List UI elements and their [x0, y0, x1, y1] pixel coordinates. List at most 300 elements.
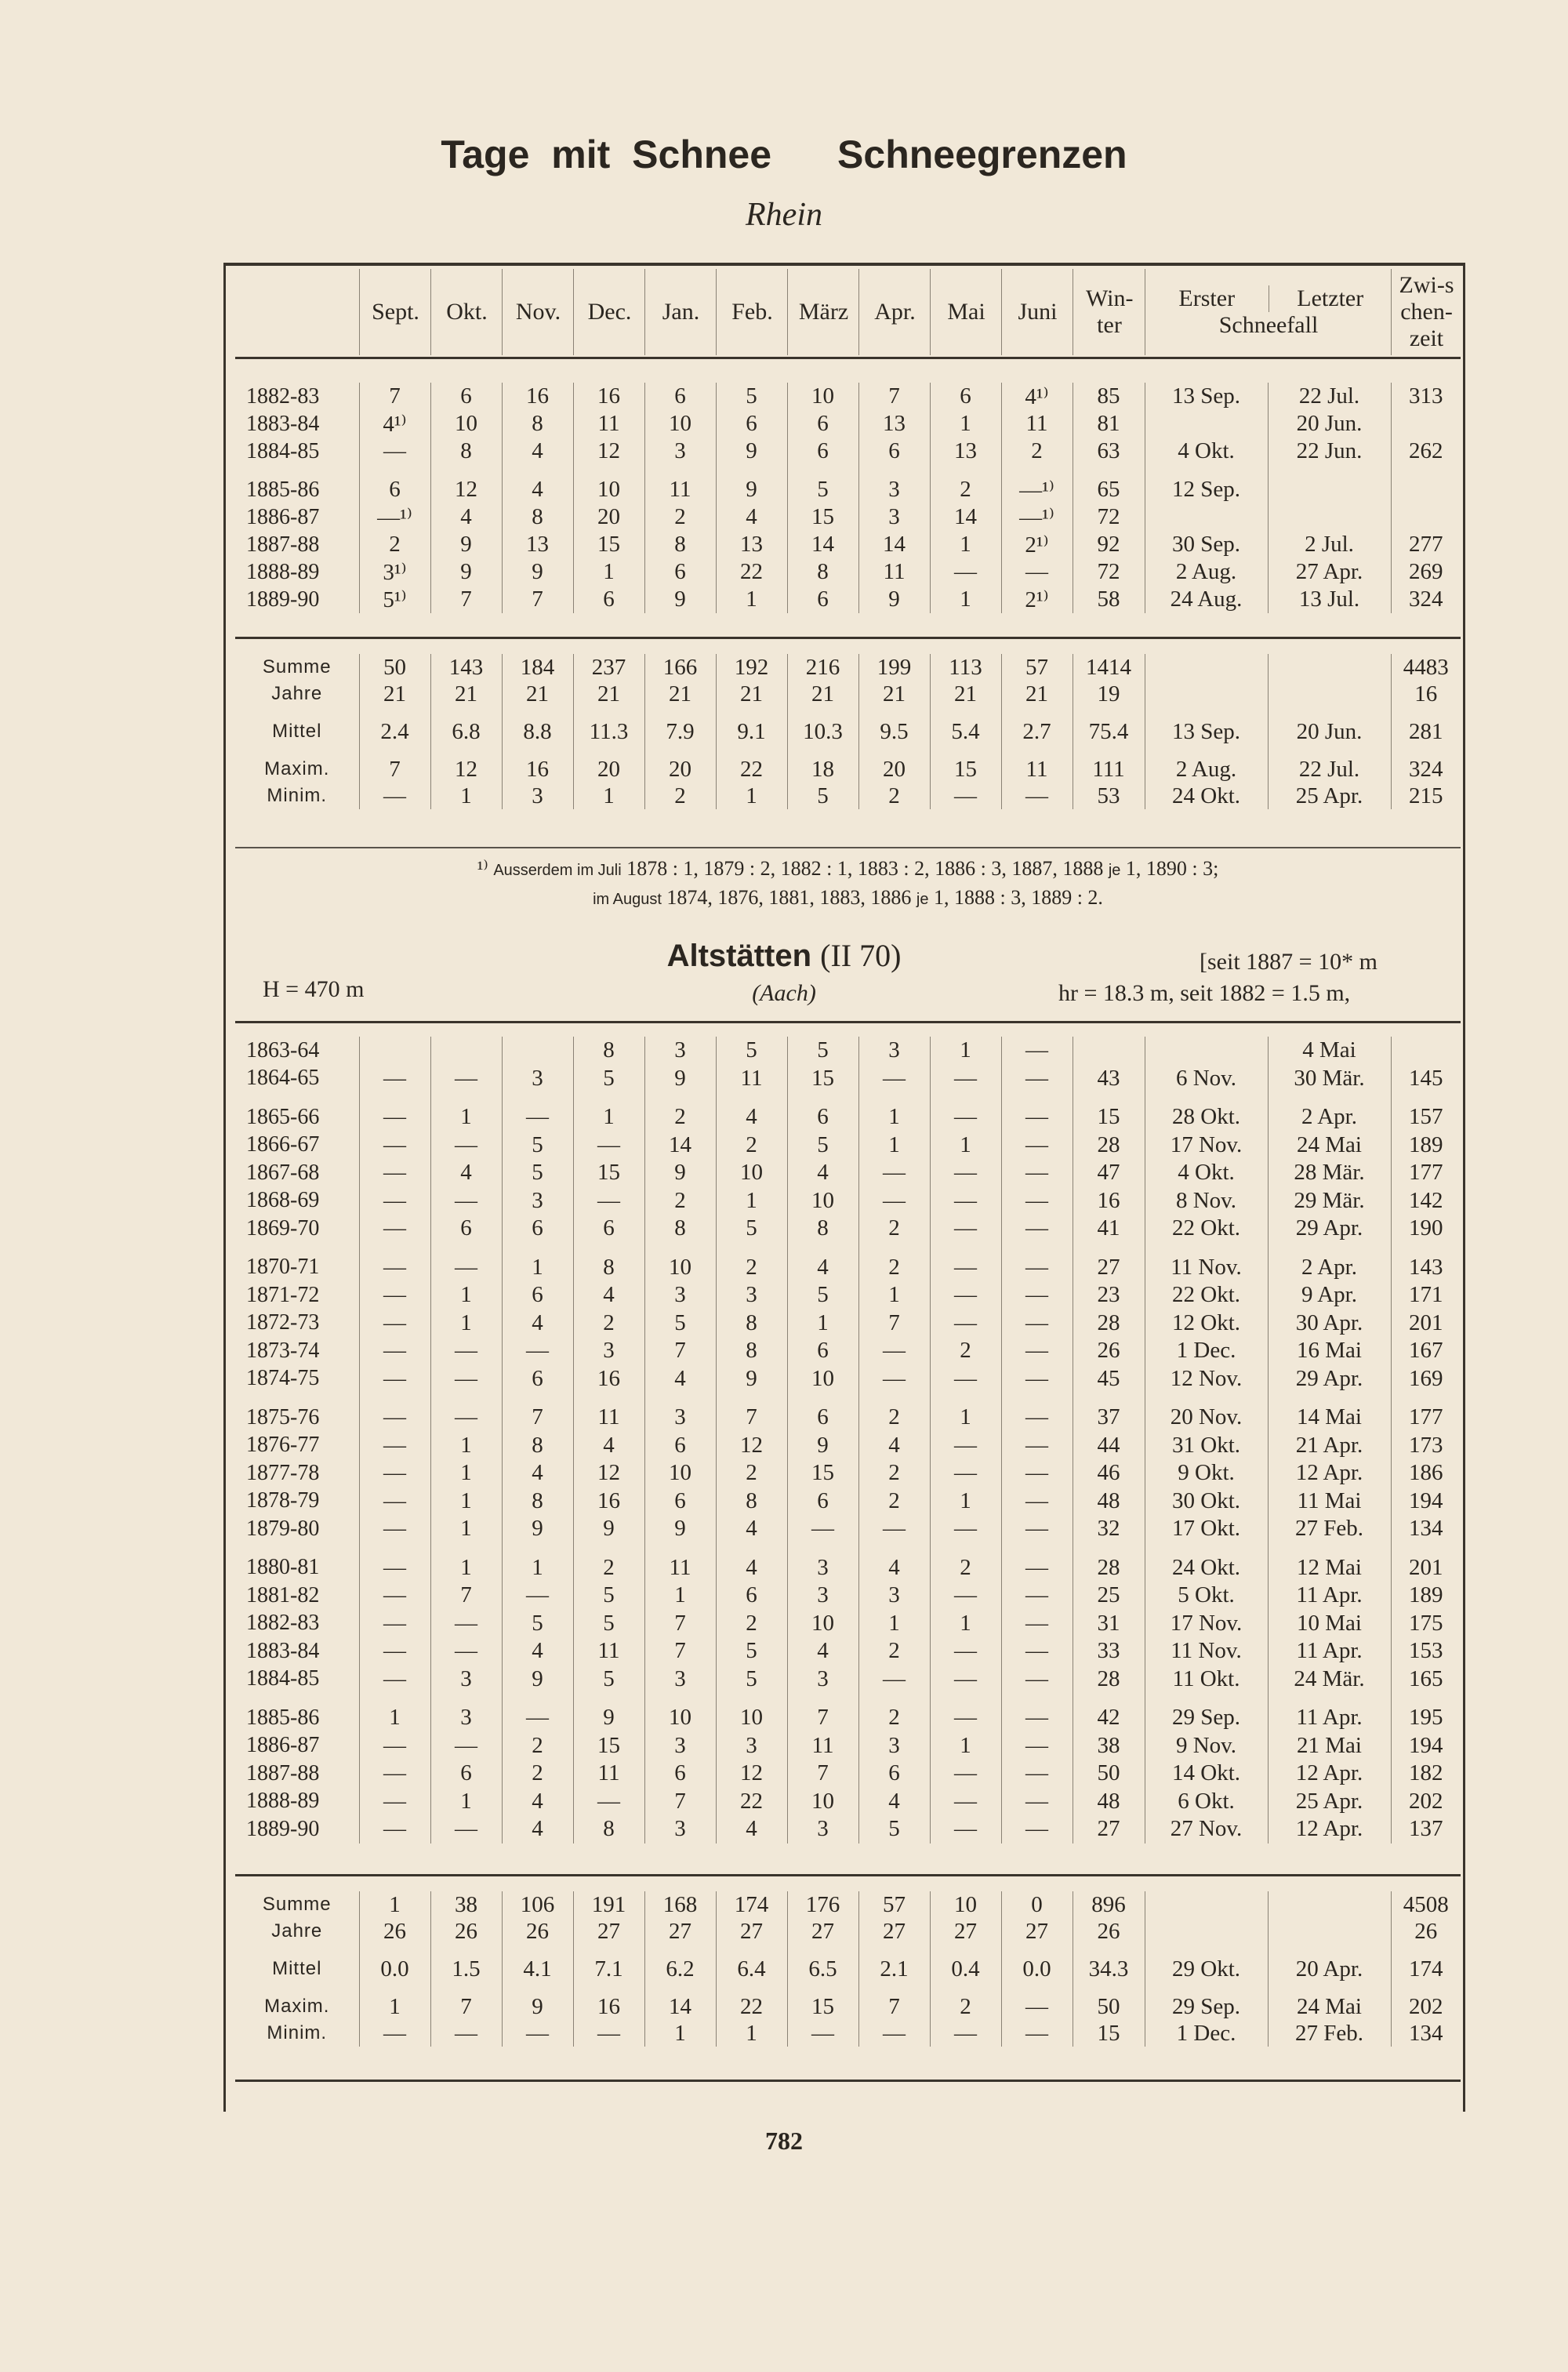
- value-cell: [1073, 1037, 1145, 1065]
- value-cell: 6.8: [430, 718, 502, 745]
- value-cell: 6: [644, 558, 716, 586]
- value-cell: 1: [930, 1732, 1001, 1760]
- value-cell: —: [1001, 1815, 1073, 1843]
- table-row: [235, 1515, 1461, 1543]
- value-cell: 3: [502, 783, 573, 809]
- year-cell: 1867-68: [246, 1160, 320, 1185]
- value-cell: 153: [1391, 1637, 1461, 1665]
- value-cell: —: [502, 2020, 573, 2047]
- value-cell: 6: [787, 586, 858, 613]
- value-cell: 10: [644, 1459, 716, 1487]
- value-cell: 5: [716, 1637, 787, 1665]
- value-cell: 81: [1073, 410, 1145, 438]
- value-cell: 45: [1073, 1365, 1145, 1393]
- column-headers: [235, 269, 1461, 355]
- value-cell: 1: [430, 1310, 502, 1338]
- value-cell: 12: [716, 1432, 787, 1460]
- value-cell: 6: [573, 1215, 644, 1243]
- value-cell: 27: [644, 1918, 716, 1945]
- value-cell: 10: [716, 1159, 787, 1187]
- value-cell: 134: [1391, 1515, 1461, 1543]
- table-row: [235, 1281, 1461, 1310]
- value-cell: 5: [787, 1132, 858, 1160]
- value-cell: 22: [716, 558, 787, 586]
- value-cell: 17 Nov.: [1145, 1610, 1268, 1638]
- value-cell: 10: [787, 1610, 858, 1638]
- year-cell: 1875-76: [246, 1404, 320, 1429]
- value-cell: 9.1: [716, 718, 787, 745]
- value-cell: 1.5: [430, 1956, 502, 1982]
- value-cell: 6: [716, 410, 787, 438]
- value-cell: 20 Jun.: [1268, 718, 1391, 745]
- value-cell: 27: [573, 1918, 644, 1945]
- value-cell: 4¹⁾: [1001, 383, 1073, 410]
- value-cell: 1: [644, 1582, 716, 1610]
- table-row: [235, 1065, 1461, 1093]
- value-cell: 3: [858, 503, 930, 531]
- value-cell: 21: [644, 681, 716, 707]
- value-cell: —: [787, 1515, 858, 1543]
- value-cell: 17 Nov.: [1145, 1132, 1268, 1160]
- value-cell: 65: [1073, 476, 1145, 503]
- value-cell: 10: [644, 1704, 716, 1732]
- value-cell: 8: [787, 558, 858, 586]
- value-cell: 29 Mär.: [1268, 1187, 1391, 1215]
- summary-row: [235, 681, 1461, 707]
- value-cell: —: [359, 1582, 430, 1610]
- footnote-line-1: ¹⁾ Ausserdem im Juli 1878 : 1, 1879 : 2, 1882 : 1, 1883 : 2, 1886 : 3, 1887, 1888 je 1, 1890 : 3;: [477, 857, 1219, 880]
- value-cell: 14: [858, 531, 930, 558]
- value-cell: —: [930, 1760, 1001, 1788]
- value-cell: 6.5: [787, 1956, 858, 1982]
- value-cell: 27: [930, 1918, 1001, 1945]
- value-cell: 9: [502, 558, 573, 586]
- title-snow-limits: Schneegrenzen: [837, 133, 1127, 176]
- table-row: [235, 410, 1461, 438]
- value-cell: 53: [1073, 783, 1145, 809]
- year-cell: 1868-69: [246, 1188, 320, 1213]
- value-cell: 20 Jun.: [1268, 410, 1391, 438]
- value-cell: 194: [1391, 1487, 1461, 1516]
- value-cell: 7: [716, 1404, 787, 1432]
- value-cell: 13: [930, 438, 1001, 465]
- value-cell: —: [930, 1187, 1001, 1215]
- value-cell: 3: [644, 438, 716, 465]
- year-cell: 1877-78: [246, 1460, 320, 1485]
- value-cell: 10.3: [787, 718, 858, 745]
- value-cell: 18: [787, 756, 858, 783]
- value-cell: —: [430, 1132, 502, 1160]
- value-cell: 8: [644, 1215, 716, 1243]
- value-cell: 6: [430, 1215, 502, 1243]
- value-cell: 41: [1073, 1215, 1145, 1243]
- value-cell: 3¹⁾: [359, 558, 430, 586]
- value-cell: 1: [430, 1788, 502, 1816]
- value-cell: 3: [502, 1187, 573, 1215]
- value-cell: 6: [573, 586, 644, 613]
- first-snowfall-header: Erster: [1178, 285, 1236, 311]
- title-days-with-snow: Tage mit Schnee: [441, 133, 772, 176]
- summary-row: [235, 2020, 1461, 2047]
- value-cell: 34.3: [1073, 1956, 1145, 1982]
- value-cell: 6.2: [644, 1956, 716, 1982]
- value-cell: 896: [1073, 1891, 1145, 1918]
- footnote-rule: [235, 847, 1461, 848]
- summary-row: [235, 1918, 1461, 1945]
- value-cell: 3: [858, 476, 930, 503]
- year-cell: 1864-65: [246, 1066, 320, 1091]
- value-cell: [1268, 1918, 1391, 1945]
- value-cell: 4: [502, 476, 573, 503]
- row-label: Jahre: [271, 1920, 323, 1942]
- value-cell: —: [1001, 1459, 1073, 1487]
- table-row: [235, 531, 1461, 558]
- month-header: Jan.: [644, 269, 717, 355]
- value-cell: 50: [359, 654, 430, 681]
- value-cell: 1: [430, 1281, 502, 1310]
- table-row: [235, 1310, 1461, 1338]
- row-label: Summe: [262, 1894, 332, 1915]
- value-cell: 15: [787, 1459, 858, 1487]
- value-cell: —: [573, 2020, 644, 2047]
- value-cell: 16 Mai: [1268, 1337, 1391, 1365]
- value-cell: 22: [716, 1788, 787, 1816]
- value-cell: 14: [930, 503, 1001, 531]
- value-cell: 13 Sep.: [1145, 718, 1268, 745]
- value-cell: 7: [359, 383, 430, 410]
- value-cell: —: [1001, 1281, 1073, 1310]
- value-cell: 281: [1391, 718, 1461, 745]
- year-cell: 1888-89: [246, 559, 320, 584]
- value-cell: 191: [573, 1891, 644, 1918]
- value-cell: 324: [1391, 586, 1461, 613]
- value-cell: 2 Apr.: [1268, 1103, 1391, 1132]
- value-cell: 5: [787, 1037, 858, 1065]
- value-cell: —: [430, 2020, 502, 2047]
- value-cell: —: [573, 1788, 644, 1816]
- value-cell: [1145, 1918, 1268, 1945]
- value-cell: 7.9: [644, 718, 716, 745]
- row-label: Summe: [262, 656, 332, 677]
- value-cell: 4: [644, 1365, 716, 1393]
- value-cell: 6: [502, 1365, 573, 1393]
- value-cell: 8: [573, 1815, 644, 1843]
- value-cell: 1: [930, 586, 1001, 613]
- year-header: [235, 269, 359, 355]
- value-cell: [1268, 476, 1391, 503]
- value-cell: 6 Okt.: [1145, 1788, 1268, 1816]
- value-cell: —: [1001, 1103, 1073, 1132]
- value-cell: 157: [1391, 1103, 1461, 1132]
- value-cell: 6: [502, 1215, 573, 1243]
- value-cell: —¹⁾: [1001, 503, 1073, 531]
- value-cell: 2: [930, 1337, 1001, 1365]
- value-cell: 27: [1073, 1254, 1145, 1282]
- value-cell: 5: [502, 1159, 573, 1187]
- value-cell: 48: [1073, 1788, 1145, 1816]
- value-cell: 72: [1073, 503, 1145, 531]
- value-cell: 3: [573, 1337, 644, 1365]
- value-cell: [1391, 410, 1461, 438]
- value-cell: 24 Mär.: [1268, 1665, 1391, 1694]
- value-cell: —: [858, 1159, 930, 1187]
- station-river: (Aach): [752, 980, 816, 1006]
- value-cell: 175: [1391, 1610, 1461, 1638]
- value-cell: 0.4: [930, 1956, 1001, 1982]
- value-cell: 28 Okt.: [1145, 1103, 1268, 1132]
- value-cell: —: [1001, 1610, 1073, 1638]
- value-cell: —: [430, 1365, 502, 1393]
- value-cell: 5.4: [930, 718, 1001, 745]
- value-cell: 167: [1391, 1337, 1461, 1365]
- value-cell: 1: [858, 1610, 930, 1638]
- summary-row: [235, 718, 1461, 745]
- value-cell: 5: [644, 1310, 716, 1338]
- value-cell: 2.4: [359, 718, 430, 745]
- value-cell: 2: [644, 503, 716, 531]
- table-row: [235, 1554, 1461, 1582]
- year-cell: 1872-73: [246, 1310, 320, 1335]
- bottom-rule: [235, 2080, 1461, 2082]
- value-cell: 43: [1073, 1065, 1145, 1093]
- value-cell: 50: [1073, 1993, 1145, 2020]
- value-cell: —: [1001, 1732, 1073, 1760]
- value-cell: 13: [858, 410, 930, 438]
- value-cell: 2: [644, 783, 716, 809]
- value-cell: 11: [716, 1065, 787, 1093]
- value-cell: 11: [573, 1760, 644, 1788]
- value-cell: 7: [858, 1993, 930, 2020]
- value-cell: 29 Sep.: [1145, 1993, 1268, 2020]
- value-cell: —: [359, 1404, 430, 1432]
- value-cell: 113: [930, 654, 1001, 681]
- value-cell: —: [858, 1665, 930, 1694]
- value-cell: —: [930, 1215, 1001, 1243]
- value-cell: —: [359, 1554, 430, 1582]
- value-cell: —: [502, 1103, 573, 1132]
- value-cell: 21 Apr.: [1268, 1432, 1391, 1460]
- value-cell: —: [359, 1310, 430, 1338]
- year-cell: 1880-81: [246, 1555, 320, 1580]
- value-cell: 11: [1001, 410, 1073, 438]
- value-cell: 63: [1073, 438, 1145, 465]
- value-cell: 2: [858, 1215, 930, 1243]
- value-cell: —: [1001, 1310, 1073, 1338]
- value-cell: 75.4: [1073, 718, 1145, 745]
- value-cell: 8: [573, 1254, 644, 1282]
- value-cell: 6: [430, 383, 502, 410]
- value-cell: 3: [430, 1704, 502, 1732]
- value-cell: 3: [716, 1281, 787, 1310]
- value-cell: 16: [502, 756, 573, 783]
- value-cell: 1: [930, 1487, 1001, 1516]
- region-title: Rhein: [746, 197, 822, 233]
- value-cell: —: [1001, 1582, 1073, 1610]
- table-row: [235, 383, 1461, 410]
- table-row: [235, 503, 1461, 531]
- value-cell: 4: [716, 1515, 787, 1543]
- value-cell: 23: [1073, 1281, 1145, 1310]
- value-cell: —: [930, 783, 1001, 809]
- value-cell: 1: [573, 783, 644, 809]
- year-cell: 1889-90: [246, 1816, 320, 1841]
- value-cell: —: [930, 1065, 1001, 1093]
- year-cell: 1882-83: [246, 383, 320, 409]
- page-number: 782: [765, 2127, 803, 2155]
- value-cell: —: [430, 1065, 502, 1093]
- value-cell: 8: [502, 410, 573, 438]
- value-cell: 11 Nov.: [1145, 1637, 1268, 1665]
- value-cell: 20: [858, 756, 930, 783]
- value-cell: 31: [1073, 1610, 1145, 1638]
- value-cell: 12 Okt.: [1145, 1310, 1268, 1338]
- value-cell: 37: [1073, 1404, 1145, 1432]
- value-cell: 0.0: [1001, 1956, 1073, 1982]
- value-cell: 8: [716, 1337, 787, 1365]
- table-row: [235, 1037, 1461, 1065]
- value-cell: 9: [716, 1365, 787, 1393]
- value-cell: 189: [1391, 1582, 1461, 1610]
- value-cell: 5: [716, 383, 787, 410]
- value-cell: 111: [1073, 756, 1145, 783]
- value-cell: 10: [644, 410, 716, 438]
- snowfall-header: [1145, 269, 1392, 355]
- value-cell: —: [359, 1159, 430, 1187]
- value-cell: 1: [359, 1704, 430, 1732]
- value-cell: 176: [787, 1891, 858, 1918]
- value-cell: —: [858, 1187, 930, 1215]
- value-cell: 9: [787, 1432, 858, 1460]
- table-row: [235, 438, 1461, 465]
- value-cell: —: [930, 558, 1001, 586]
- value-cell: —: [359, 1815, 430, 1843]
- value-cell: —: [573, 1187, 644, 1215]
- value-cell: 142: [1391, 1187, 1461, 1215]
- year-cell: 1874-75: [246, 1366, 320, 1391]
- value-cell: 9 Apr.: [1268, 1281, 1391, 1310]
- value-cell: —: [930, 1788, 1001, 1816]
- value-cell: 4: [573, 1281, 644, 1310]
- value-cell: 12: [430, 476, 502, 503]
- value-cell: 5: [858, 1815, 930, 1843]
- value-cell: 4: [716, 1103, 787, 1132]
- year-cell: 1866-67: [246, 1132, 320, 1157]
- value-cell: 201: [1391, 1554, 1461, 1582]
- value-cell: 2 Jul.: [1268, 531, 1391, 558]
- value-cell: 10 Mai: [1268, 1610, 1391, 1638]
- value-cell: 9: [716, 476, 787, 503]
- value-cell: —: [430, 1637, 502, 1665]
- value-cell: 262: [1391, 438, 1461, 465]
- value-cell: 12 Sep.: [1145, 476, 1268, 503]
- value-cell: 202: [1391, 1788, 1461, 1816]
- value-cell: 16: [573, 383, 644, 410]
- value-cell: —: [430, 1254, 502, 1282]
- value-cell: 3: [858, 1732, 930, 1760]
- value-cell: [430, 1037, 502, 1065]
- value-cell: 2: [644, 1103, 716, 1132]
- value-cell: 24 Aug.: [1145, 586, 1268, 613]
- value-cell: 237: [573, 654, 644, 681]
- value-cell: 7: [430, 1993, 502, 2020]
- value-cell: —: [930, 1515, 1001, 1543]
- value-cell: 1: [430, 1459, 502, 1487]
- value-cell: 20: [573, 756, 644, 783]
- value-cell: —: [1001, 1432, 1073, 1460]
- value-cell: 15: [1073, 2020, 1145, 2047]
- value-cell: 47: [1073, 1159, 1145, 1187]
- value-cell: 21: [858, 681, 930, 707]
- value-cell: 6: [858, 1760, 930, 1788]
- value-cell: —: [359, 1732, 430, 1760]
- value-cell: 57: [1001, 654, 1073, 681]
- value-cell: 7: [858, 383, 930, 410]
- value-cell: 10: [430, 410, 502, 438]
- value-cell: 16: [573, 1993, 644, 2020]
- value-cell: 30 Apr.: [1268, 1310, 1391, 1338]
- value-cell: —: [359, 1665, 430, 1694]
- value-cell: —: [930, 1281, 1001, 1310]
- value-cell: —: [1001, 1365, 1073, 1393]
- value-cell: —: [1001, 1254, 1073, 1282]
- value-cell: 3: [430, 1665, 502, 1694]
- year-cell: 1887-88: [246, 1760, 320, 1785]
- value-cell: —: [1001, 1993, 1073, 2020]
- value-cell: 16: [573, 1365, 644, 1393]
- value-cell: —: [930, 1815, 1001, 1843]
- value-cell: 4508: [1391, 1891, 1461, 1918]
- value-cell: —: [1001, 1637, 1073, 1665]
- value-cell: —: [1001, 558, 1073, 586]
- value-cell: 20 Nov.: [1145, 1404, 1268, 1432]
- value-cell: 26: [1073, 1337, 1145, 1365]
- value-cell: 7: [502, 1404, 573, 1432]
- value-cell: 12: [573, 1459, 644, 1487]
- value-cell: 5: [502, 1132, 573, 1160]
- value-cell: 8: [502, 1487, 573, 1516]
- value-cell: 17 Okt.: [1145, 1515, 1268, 1543]
- year-cell: 1878-79: [246, 1488, 320, 1513]
- value-cell: 2: [858, 1254, 930, 1282]
- value-cell: 15: [787, 1065, 858, 1093]
- value-cell: 50: [1073, 1760, 1145, 1788]
- value-cell: —: [930, 1582, 1001, 1610]
- value-cell: 24 Mai: [1268, 1993, 1391, 2020]
- value-cell: —: [1001, 1037, 1073, 1065]
- value-cell: 24 Mai: [1268, 1132, 1391, 1160]
- value-cell: —: [359, 1760, 430, 1788]
- value-cell: —: [1001, 783, 1073, 809]
- value-cell: 10: [930, 1891, 1001, 1918]
- value-cell: 27 Apr.: [1268, 558, 1391, 586]
- value-cell: —: [1001, 1187, 1073, 1215]
- value-cell: [1391, 503, 1461, 531]
- value-cell: 11: [573, 1637, 644, 1665]
- rhein-summary-table: [235, 654, 1461, 809]
- value-cell: —: [1001, 1337, 1073, 1365]
- snowfall-label: Schneefall: [1218, 312, 1319, 338]
- station-note-1: [seit 1887 = 10* m: [1200, 949, 1377, 975]
- value-cell: —: [359, 1487, 430, 1516]
- value-cell: 22 Okt.: [1145, 1281, 1268, 1310]
- value-cell: 6: [787, 1103, 858, 1132]
- summary-row: [235, 654, 1461, 681]
- value-cell: 7: [502, 586, 573, 613]
- value-cell: 9 Nov.: [1145, 1732, 1268, 1760]
- value-cell: 32: [1073, 1515, 1145, 1543]
- table-row: [235, 1704, 1461, 1732]
- value-cell: 1 Dec.: [1145, 1337, 1268, 1365]
